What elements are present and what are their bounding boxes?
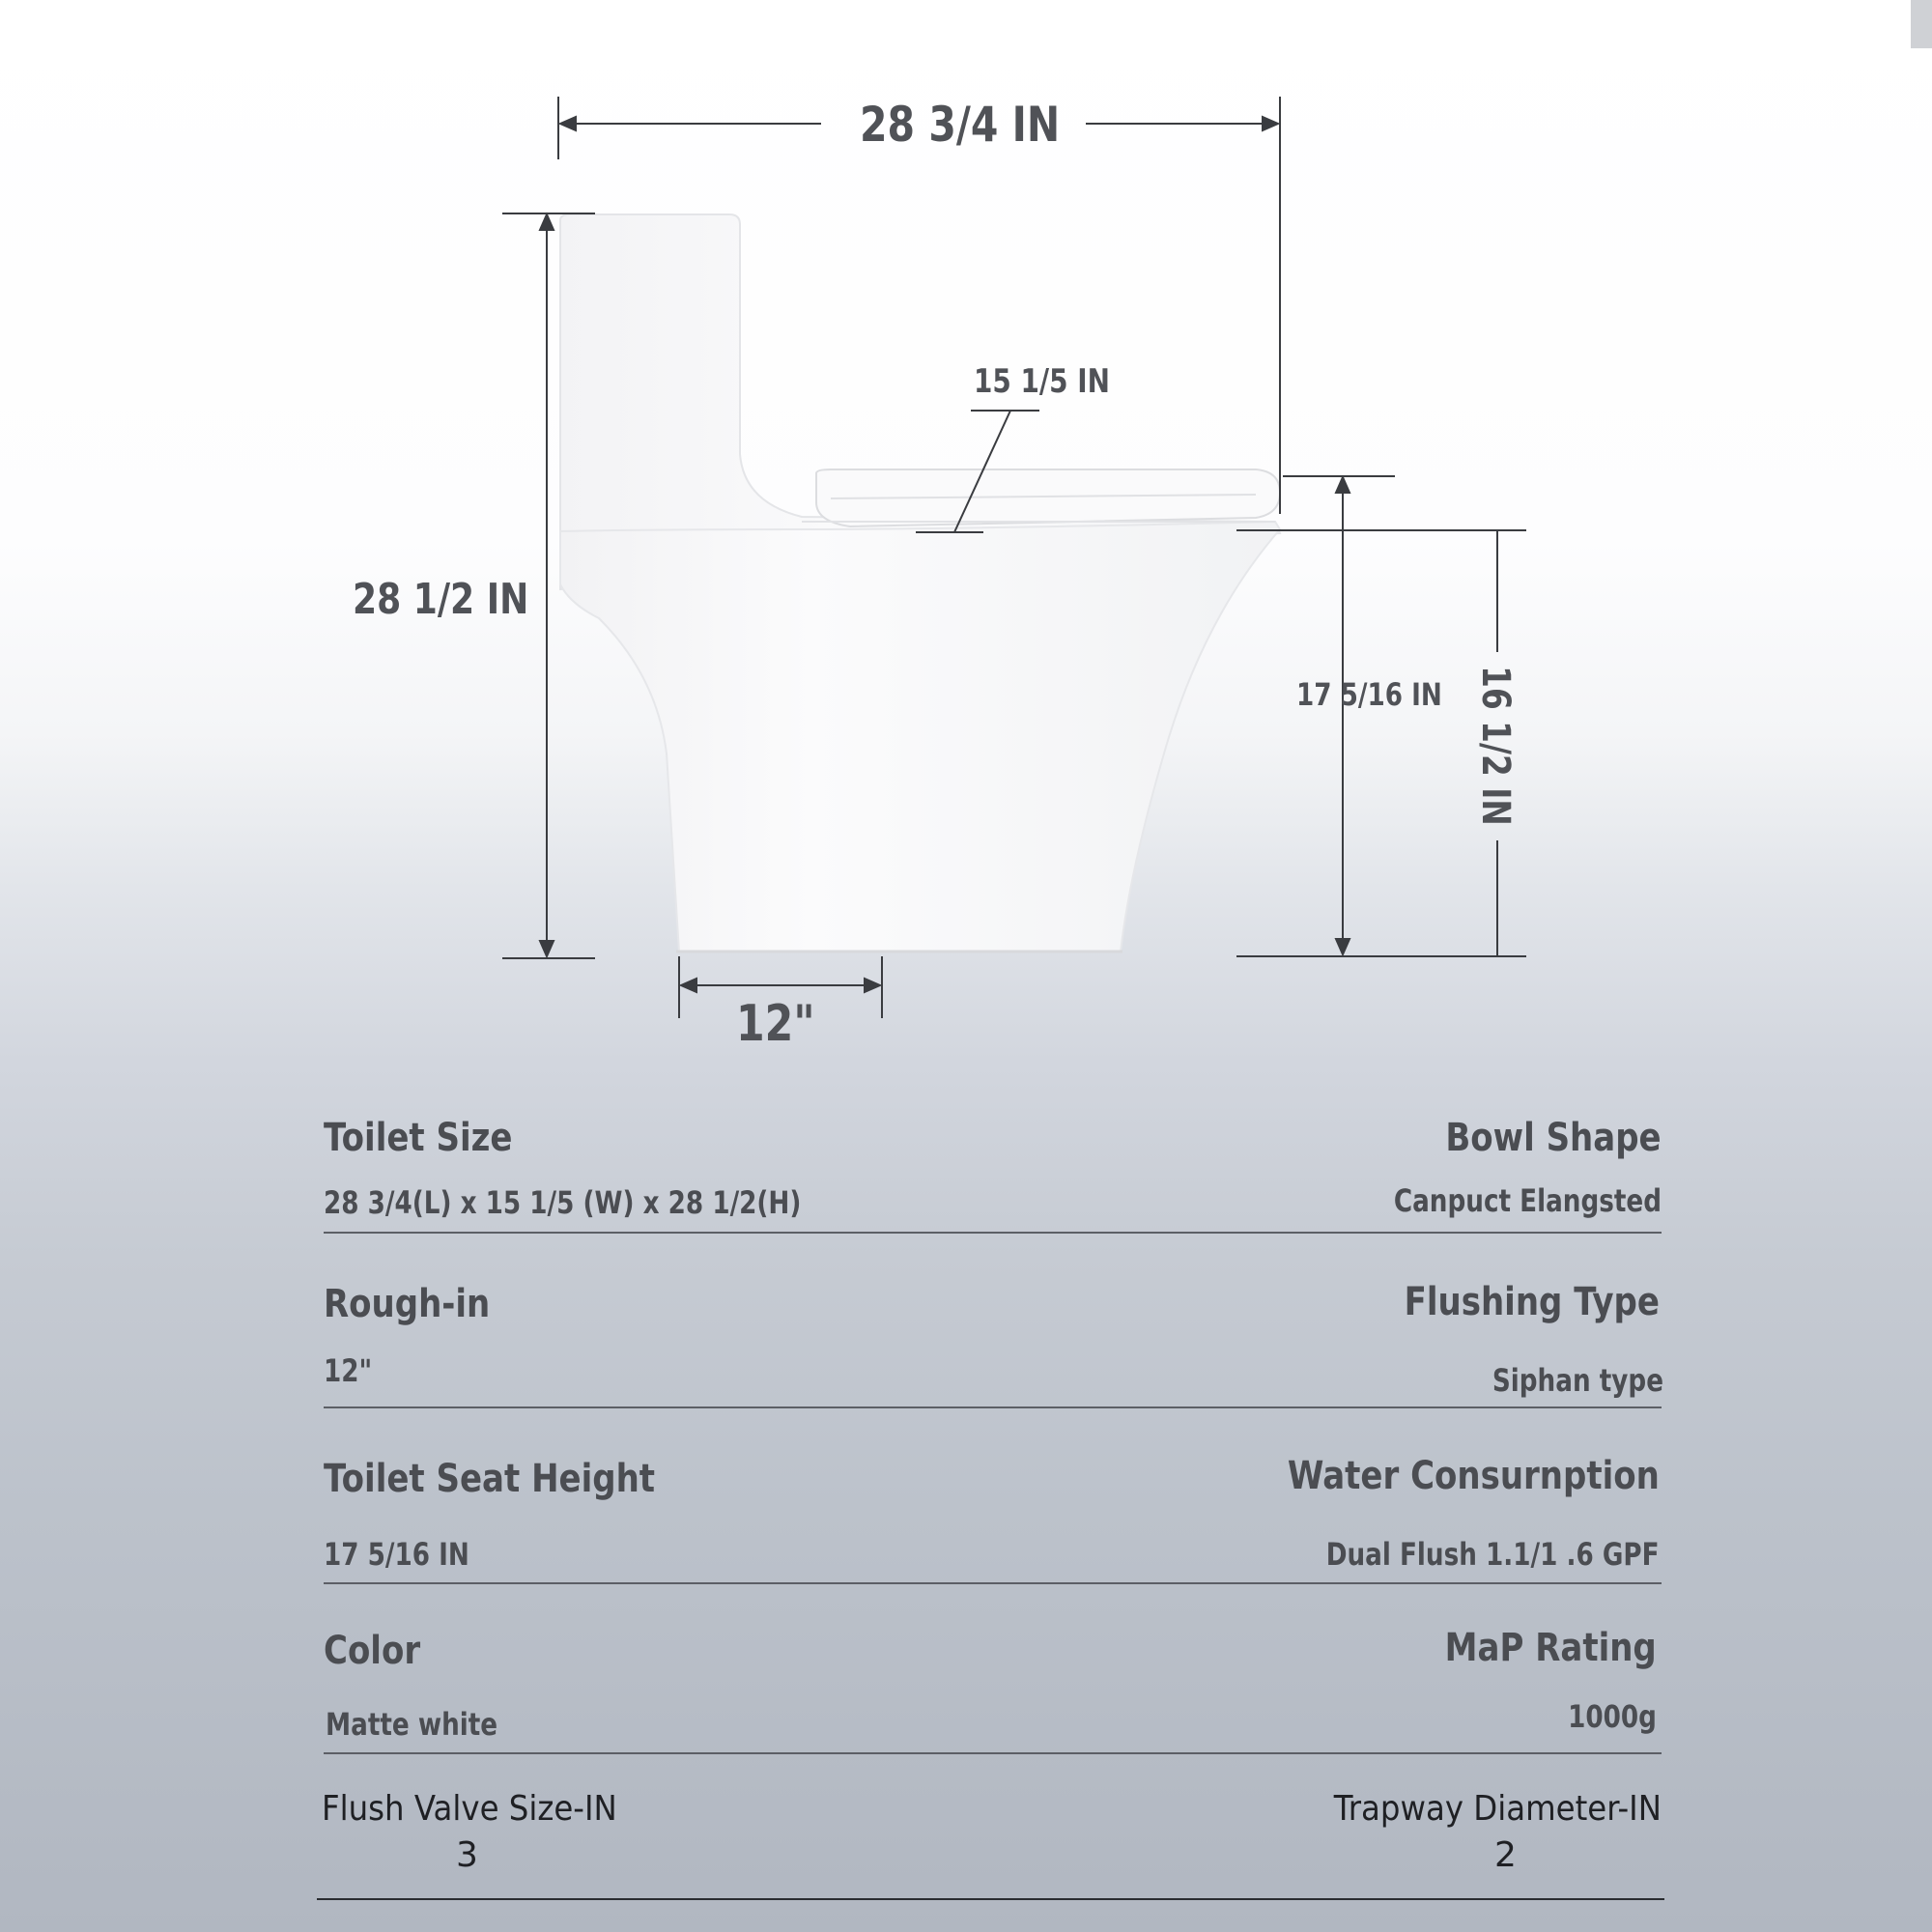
divider bbox=[324, 1406, 1662, 1408]
spec-label-trapway: Trapway Diameter-IN bbox=[1333, 1789, 1662, 1829]
length-label: 28 3/4 IN bbox=[860, 97, 1061, 153]
spec-value-rough-in: 12" bbox=[324, 1352, 373, 1389]
spec-label-color: Color bbox=[324, 1629, 421, 1673]
spec-value-flushing-type: Siphan type bbox=[1492, 1362, 1663, 1399]
spec-value-map-rating: 1000g bbox=[1568, 1698, 1657, 1735]
spec-label-toilet-size: Toilet Size bbox=[324, 1116, 513, 1160]
seat-height-dimension-line bbox=[1283, 476, 1395, 954]
spec-label-map-rating: MaP Rating bbox=[1444, 1626, 1657, 1670]
spec-value-color: Matte white bbox=[326, 1706, 498, 1743]
rough-in-label: 12" bbox=[736, 995, 815, 1053]
seat-width-label: 15 1/5 IN bbox=[974, 362, 1110, 401]
divider bbox=[324, 1582, 1662, 1584]
spec-value-trapway: 2 bbox=[1494, 1835, 1517, 1875]
bowl-height-label: 16 1/2 IN bbox=[1473, 666, 1518, 826]
spec-label-flush-valve: Flush Valve Size-IN bbox=[322, 1789, 617, 1829]
spec-label-bowl-shape: Bowl Shape bbox=[1445, 1116, 1662, 1160]
spec-value-toilet-size: 28 3/4(L) x 15 1/5 (W) x 28 1/2(H) bbox=[324, 1184, 802, 1221]
spec-label-seat-height: Toilet Seat Height bbox=[324, 1457, 656, 1501]
divider bbox=[317, 1898, 1664, 1900]
divider bbox=[324, 1232, 1662, 1234]
toilet-illustration bbox=[560, 214, 1280, 952]
spec-label-water-consumption: Water Consurnption bbox=[1288, 1454, 1660, 1498]
divider bbox=[324, 1752, 1662, 1754]
spec-value-flush-valve: 3 bbox=[456, 1835, 478, 1875]
spec-label-flushing-type: Flushing Type bbox=[1404, 1280, 1660, 1324]
spec-value-seat-height: 17 5/16 IN bbox=[324, 1536, 469, 1573]
spec-label-rough-in: Rough-in bbox=[324, 1282, 491, 1326]
spec-value-water-consumption: Dual Flush 1.1/1 .6 GPF bbox=[1326, 1536, 1660, 1573]
seat-height-label: 17 5/16 IN bbox=[1296, 676, 1442, 713]
spec-value-bowl-shape: Canpuct Elangsted bbox=[1393, 1182, 1662, 1219]
height-label: 28 1/2 IN bbox=[353, 575, 529, 624]
